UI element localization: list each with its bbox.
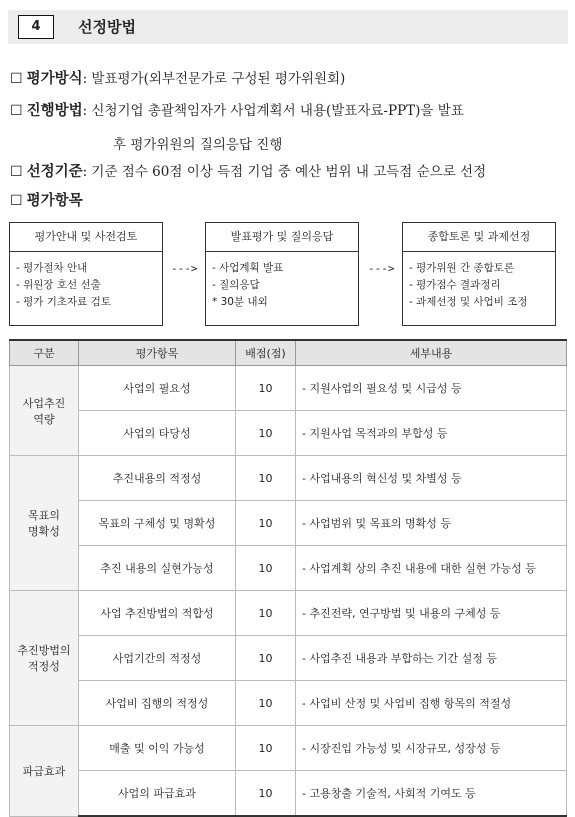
item-cell: 추진내용의 적정성 [79, 456, 236, 501]
evaluation-table [9, 339, 567, 817]
table-row [10, 456, 567, 501]
score-cell: 10 [236, 501, 296, 546]
detail-cell: - 사업비 산정 및 사업비 집행 항목의 적절성 [296, 681, 567, 726]
group-cell [10, 591, 79, 726]
flow-box-line: - 질의응답 [212, 279, 260, 291]
flow-box-title: 평가안내 및 사전검토 [10, 223, 162, 252]
group-name: 추진방법의 적정성 [17, 644, 71, 673]
method-line [10, 67, 345, 88]
table-row [10, 501, 567, 546]
criteria-label: 선정기준 [26, 164, 83, 180]
group-name: 파급효과 [22, 764, 66, 778]
section-number: 4 [18, 15, 54, 39]
group-cell [10, 366, 79, 456]
table-row [10, 366, 567, 411]
criteria-text: : 기준 점수 60점 이상 득점 기업 중 예산 범위 내 고득점 순으로 선정 [82, 164, 487, 180]
table-header: 구분 [10, 340, 79, 366]
item-cell: 사업 추진방법의 적합성 [79, 591, 236, 636]
flow-box-line: - 평가 기초자료 검토 [16, 296, 111, 308]
detail-cell: - 사업범위 및 목표의 명확성 등 [296, 501, 567, 546]
criteria-line [10, 160, 486, 181]
method-label: 평가방식 [26, 71, 83, 87]
item-cell: 사업기간의 적정성 [79, 636, 236, 681]
checkbox-icon: ☐ [10, 164, 23, 180]
score-cell: 10 [236, 546, 296, 591]
flow-box-line: - 위원장 호선 선출 [16, 279, 101, 291]
section-title: 선정방법 [78, 18, 136, 36]
score-cell: 10 [236, 366, 296, 411]
detail-cell: - 시장진입 가능성 및 시장규모, 성장성 등 [296, 726, 567, 771]
checkbox-icon: ☐ [10, 103, 23, 119]
checkbox-icon: ☐ [10, 193, 23, 209]
detail-cell: - 사업내용의 혁신성 및 차별성 등 [296, 456, 567, 501]
table-header: 세부내용 [296, 340, 567, 366]
detail-cell: - 지원사업 목적과의 부합성 등 [296, 411, 567, 456]
flow-box-line: - 평가절차 안내 [16, 262, 88, 274]
table-row [10, 546, 567, 591]
process-label: 진행방법 [26, 103, 83, 119]
table-row [10, 771, 567, 817]
method-text: : 발표평가(외부전문가로 구성된 평가위원회) [82, 71, 346, 87]
flow-box-presentation [205, 222, 359, 326]
flow-box-line: - 평가점수 결과정리 [409, 279, 501, 291]
process-text-continued: 후 평가위원의 질의응답 진행 [113, 137, 283, 153]
process-text: : 신청기업 총괄책임자가 사업계획서 내용(발표자료-PPT)을 발표 [82, 103, 464, 119]
item-cell: 사업의 파급효과 [79, 771, 236, 817]
section-header [8, 10, 568, 44]
flow-arrow: ---> [368, 262, 395, 275]
flow-box-line: - 평가위원 간 종합토론 [409, 262, 515, 274]
table-row [10, 636, 567, 681]
item-cell: 추진 내용의 실현가능성 [79, 546, 236, 591]
group-name: 목표의 명확성 [28, 509, 60, 538]
items-label: 평가항목 [26, 193, 83, 209]
table-header: 배점(점) [236, 340, 296, 366]
score-cell: 10 [236, 681, 296, 726]
score-cell: 10 [236, 636, 296, 681]
item-cell: 목표의 구체성 및 명확성 [79, 501, 236, 546]
flow-box-review [9, 222, 163, 326]
detail-cell: - 추진전략, 연구방법 및 내용의 구체성 등 [296, 591, 567, 636]
score-cell: 10 [236, 456, 296, 501]
table-header: 평가항목 [79, 340, 236, 366]
table-row [10, 591, 567, 636]
table-row [10, 726, 567, 771]
table-header-row [10, 340, 567, 366]
item-cell: 매출 및 이익 가능성 [79, 726, 236, 771]
score-cell: 10 [236, 591, 296, 636]
group-cell [10, 726, 79, 817]
process-line [10, 99, 464, 120]
detail-cell: - 사업계획 상의 추진 내용에 대한 실현 가능성 등 [296, 546, 567, 591]
group-name: 사업추진 역량 [22, 396, 66, 426]
group-cell [10, 456, 79, 591]
score-cell: 10 [236, 771, 296, 817]
detail-cell: - 사업추진 내용과 부합하는 기간 설정 등 [296, 636, 567, 681]
table-row [10, 411, 567, 456]
score-cell: 10 [236, 411, 296, 456]
item-cell: 사업의 타당성 [79, 411, 236, 456]
flow-box-title: 종합토론 및 과제선정 [403, 223, 555, 252]
flow-box-line: - 과제선정 및 사업비 조정 [409, 296, 528, 308]
flow-box-selection [402, 222, 556, 326]
flow-arrow: ---> [171, 262, 198, 275]
item-cell: 사업비 집행의 적정성 [79, 681, 236, 726]
score-cell: 10 [236, 726, 296, 771]
flow-box-line: * 30분 내외 [212, 296, 268, 308]
item-cell: 사업의 필요성 [79, 366, 236, 411]
items-line [10, 189, 83, 210]
flow-box-title: 발표평가 및 질의응답 [206, 223, 358, 252]
flow-box-line: - 사업계획 발표 [212, 262, 284, 274]
checkbox-icon: ☐ [10, 71, 23, 87]
table-row [10, 681, 567, 726]
detail-cell: - 지원사업의 필요성 및 시급성 등 [296, 366, 567, 411]
detail-cell: - 고용창출 기술적, 사회적 기여도 등 [296, 771, 567, 817]
